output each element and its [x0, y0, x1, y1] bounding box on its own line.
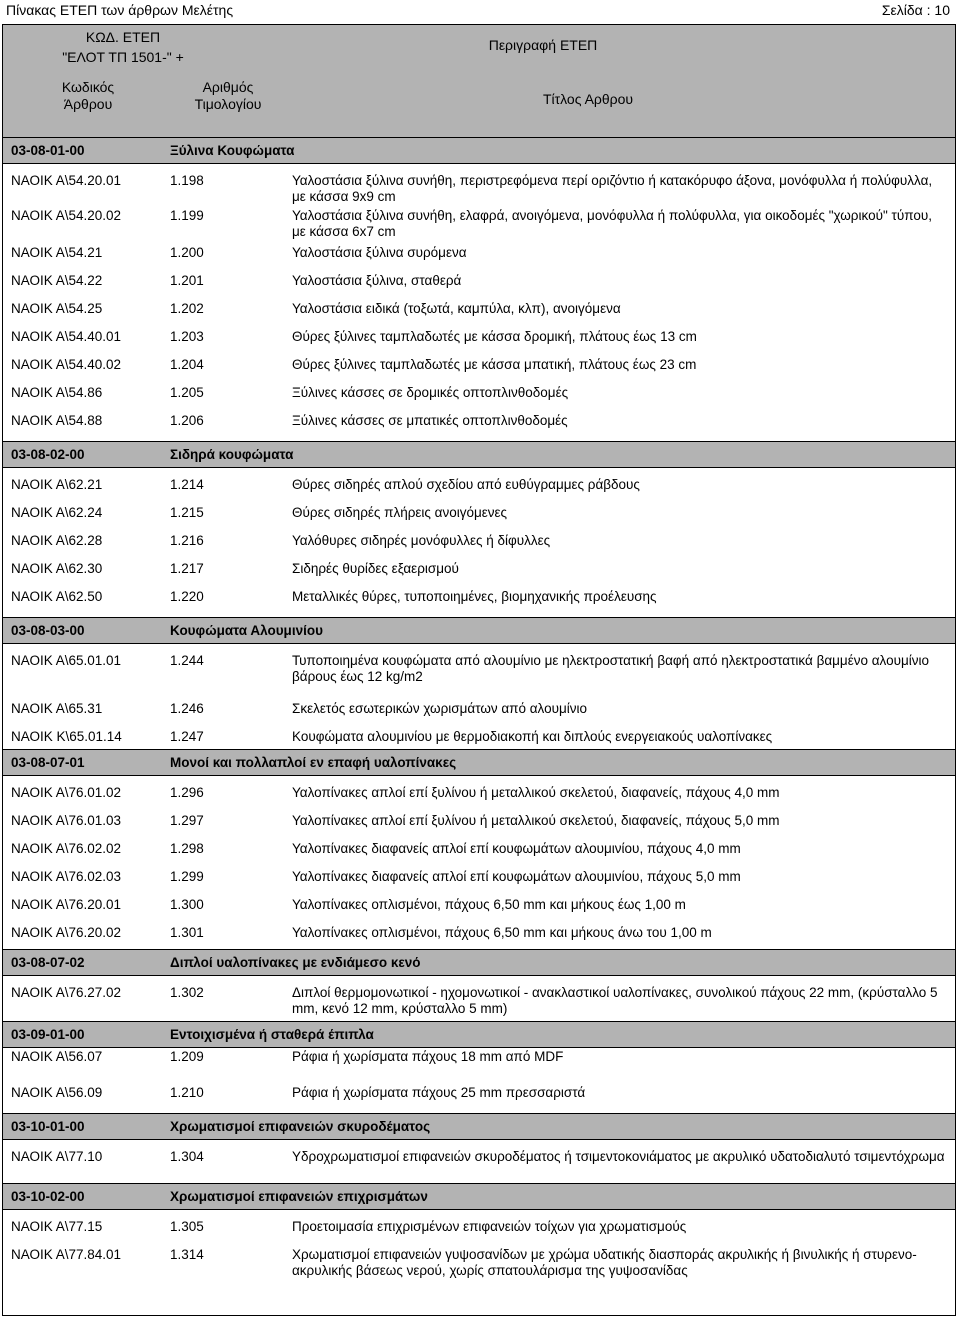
price-list-number: 1.210: [170, 1085, 204, 1100]
article-description: Σιδηρές θυρίδες εξαερισμού: [292, 561, 459, 576]
price-list-number: 1.314: [170, 1247, 204, 1262]
price-list-number: 1.198: [170, 173, 204, 188]
price-list-number: 1.299: [170, 869, 204, 884]
article-code: ΝΑΟΙΚ Α\56.07: [11, 1049, 103, 1064]
article-description: Υαλοπίνακες οπλισμένοι, πάχους 6,50 mm και μήκους άνω του 1,00 m: [292, 925, 712, 940]
price-list-number: 1.204: [170, 357, 204, 372]
section-title: Εντοιχισμένα ή σταθερά έπιπλα: [170, 1027, 374, 1042]
article-code: ΝΑΟΙΚ Α\76.27.02: [11, 985, 122, 1000]
article-code: ΝΑΟΙΚ Α\62.24: [11, 505, 103, 520]
section-title: Διπλοί υαλοπίνακες με ενδιάμεσο κενό: [170, 955, 421, 970]
page-number: Σελίδα : 10: [881, 2, 950, 18]
section-row: [3, 1183, 955, 1210]
article-description: Ξύλινες κάσσες σε δρομικές οπτοπλινθοδομές: [292, 385, 569, 400]
article-description: Τυποποιημένα κουφώματα από αλουμίνιο με ηλεκτροστατική βαφή από ηλεκτροστατικά βαμμένο αλουμίνιο βάρους έως 12 kg/m2: [292, 653, 930, 684]
article-description: Υαλόθυρες σιδηρές μονόφυλλες ή δίφυλλες: [292, 533, 551, 548]
article-description: Υαλοστάσια ξύλινα συνήθη, ελαφρά, ανοιγόμενα, μονόφυλλα ή πολύφυλλα, για οικοδομές "χωρικού" τύπου, με κάσσα 6x7 cm: [292, 208, 932, 239]
article-description: Ξύλινες κάσσες σε μπατικές οπτοπλινθοδομές: [292, 413, 568, 428]
price-list-number: 1.206: [170, 413, 204, 428]
article-code: ΝΑΟΙΚ Α\54.20.02: [11, 208, 122, 223]
article-description: Υδροχρωματισμοί επιφανειών σκυροδέματος ή τσιμεντοκονιάματος με ακρυλικό υδατοδιαλυτό τσιμεντόχρωμα: [292, 1149, 945, 1164]
section-code: 03-08-07-01: [11, 755, 85, 770]
price-list-number: 1.202: [170, 301, 204, 316]
article-description: Υαλοπίνακες απλοί επί ξυλίνου ή μεταλλικού σκελετού, διαφανείς, πάχους 4,0 mm: [292, 785, 780, 800]
page-top-bar: [0, 0, 960, 22]
section-row: [3, 441, 955, 468]
article-description: Υαλοπίνακες διαφανείς απλοί επί κουφωμάτων αλουμινίου, πάχους 5,0 mm: [292, 869, 741, 884]
table-header: [3, 25, 955, 138]
section-title: Χρωματισμοί επιφανειών σκυροδέματος: [170, 1119, 431, 1134]
article-code: ΝΑΟΙΚ Α\76.20.01: [11, 897, 122, 912]
header-perigrafi: Περιγραφή ΕΤΕΠ: [488, 37, 598, 53]
price-list-number: 1.214: [170, 477, 204, 492]
price-list-number: 1.296: [170, 785, 204, 800]
article-code: ΝΑΟΙΚ Α\54.88: [11, 413, 103, 428]
article-description: Προετοιμασία επιχρισμένων επιφανειών τοίχων για χρωματισμούς: [292, 1219, 687, 1234]
article-code: ΝΑΟΙΚ Α\76.01.03: [11, 813, 122, 828]
article-description: Ράφια ή χωρίσματα πάχους 25 mm πρεσσαριστά: [292, 1085, 586, 1100]
article-code: ΝΑΟΙΚ Α\76.20.02: [11, 925, 122, 940]
price-list-number: 1.298: [170, 841, 204, 856]
article-description: Θύρες ξύλινες ταμπλαδωτές με κάσσα μπατική, πλάτους έως 23 cm: [292, 357, 697, 372]
article-code: ΝΑΟΙΚ Α\76.02.03: [11, 869, 122, 884]
section-title: Ξύλινα Κουφώματα: [170, 143, 295, 158]
price-list-number: 1.203: [170, 329, 204, 344]
section-row: [3, 1021, 955, 1048]
price-list-number: 1.297: [170, 813, 204, 828]
article-code: ΝΑΟΙΚ Α\62.30: [11, 561, 103, 576]
article-code: ΝΑΟΙΚ Α\54.25: [11, 301, 103, 316]
section-code: 03-08-01-00: [11, 143, 85, 158]
article-description: Ράφια ή χωρίσματα πάχους 18 mm από MDF: [292, 1049, 564, 1064]
article-code: ΝΑΟΙΚ Α\54.20.01: [11, 173, 122, 188]
article-description: Χρωματισμοί επιφανειών γυψοσανίδων με χρώμα υδατικής διασποράς ακρυλικής ή βινυλικής ή στυρενο-ακρυλικής βάσεως νερού, χωρίς σπατουλάρισμα της γυψοσανίδας: [292, 1247, 917, 1278]
article-code: ΝΑΟΙΚ Α\77.15: [11, 1219, 103, 1234]
article-code: ΝΑΟΙΚ Κ\65.01.14: [11, 729, 122, 744]
article-code: ΝΑΟΙΚ Α\54.86: [11, 385, 103, 400]
article-description: Υαλοστάσια ξύλινα συνήθη, περιστρεφόμενα περί οριζόντιο ή κατακόρυφο άξονα, μονόφυλλα ή πολύφυλλα, με κάσσα 9x9 cm: [292, 173, 933, 204]
price-list-number: 1.302: [170, 985, 204, 1000]
section-row: [3, 1113, 955, 1140]
header-arthrou: Άρθρου: [63, 96, 113, 112]
price-list-number: 1.205: [170, 385, 204, 400]
header-titlos: Τίτλος Αρθρου: [542, 91, 634, 107]
section-code: 03-10-02-00: [11, 1189, 85, 1204]
header-elot: "ΕΛΟΤ ΤΠ 1501-" +: [62, 49, 184, 65]
section-title: Κουφώματα Αλουμινίου: [170, 623, 323, 638]
article-description: Διπλοί θερμομονωτικοί - ηχομονωτικοί - ανακλαστικοί υαλοπίνακες, συνολικού πάχους 22 mm, (κρύσταλλο 5 mm, κενό 12 mm, κρύσταλλο 5 mm): [292, 985, 938, 1016]
page-title: Πίνακας ΕΤΕΠ των άρθρων Μελέτης: [6, 2, 234, 18]
article-description: Θύρες σιδηρές πλήρεις ανοιγόμενες: [292, 505, 508, 520]
article-code: ΝΑΟΙΚ Α\65.31: [11, 701, 103, 716]
price-list-number: 1.244: [170, 653, 204, 668]
header-kod-etep: ΚΩΔ. ΕΤΕΠ: [85, 29, 161, 45]
article-description: Θύρες σιδηρές απλού σχεδίου από ευθύγραμμες ράβδους: [292, 477, 640, 492]
article-code: ΝΑΟΙΚ Α\76.01.02: [11, 785, 122, 800]
article-code: ΝΑΟΙΚ Α\54.40.01: [11, 329, 122, 344]
header-arithmos: Αριθμός: [202, 79, 254, 95]
price-list-number: 1.215: [170, 505, 204, 520]
article-description: Θύρες ξύλινες ταμπλαδωτές με κάσσα δρομική, πλάτους έως 13 cm: [292, 329, 697, 344]
price-list-number: 1.216: [170, 533, 204, 548]
section-title: Μονοί και πολλαπλοί εν επαφή υαλοπίνακες: [170, 755, 457, 770]
article-description: Υαλοστάσια ειδικά (τοξωτά, καμπύλα, κλπ), ανοιγόμενα: [292, 301, 621, 316]
price-list-number: 1.247: [170, 729, 204, 744]
article-code: ΝΑΟΙΚ Α\77.84.01: [11, 1247, 122, 1262]
article-code: ΝΑΟΙΚ Α\54.21: [11, 245, 103, 260]
price-list-number: 1.201: [170, 273, 204, 288]
price-list-number: 1.300: [170, 897, 204, 912]
article-code: ΝΑΟΙΚ Α\62.28: [11, 533, 103, 548]
price-list-number: 1.217: [170, 561, 204, 576]
section-row: [3, 949, 955, 976]
section-code: 03-09-01-00: [11, 1027, 85, 1042]
article-description: Υαλοστάσια ξύλινα συρόμενα: [292, 245, 467, 260]
article-description: Σκελετός εσωτερικών χωρισμάτων από αλουμίνιο: [292, 701, 588, 716]
article-description: Υαλοπίνακες απλοί επί ξυλίνου ή μεταλλικού σκελετού, διαφανείς, πάχους 5,0 mm: [292, 813, 780, 828]
article-code: ΝΑΟΙΚ Α\77.10: [11, 1149, 103, 1164]
price-list-number: 1.220: [170, 589, 204, 604]
article-description: Κουφώματα αλουμινίου με θερμοδιακοπή και διπλούς ενεργειακούς υαλοπίνακες: [292, 729, 773, 744]
article-code: ΝΑΟΙΚ Α\54.40.02: [11, 357, 122, 372]
article-code: ΝΑΟΙΚ Α\76.02.02: [11, 841, 122, 856]
section-code: 03-08-03-00: [11, 623, 85, 638]
etep-table: [2, 24, 956, 1316]
price-list-number: 1.305: [170, 1219, 204, 1234]
article-code: ΝΑΟΙΚ Α\62.50: [11, 589, 103, 604]
section-row: [3, 617, 955, 644]
article-description: Υαλοστάσια ξύλινα, σταθερά: [292, 273, 462, 288]
article-code: ΝΑΟΙΚ Α\62.21: [11, 477, 103, 492]
section-title: Σιδηρά κουφώματα: [170, 447, 294, 462]
section-title: Χρωματισμοί επιφανειών επιχρισμάτων: [170, 1189, 428, 1204]
section-code: 03-08-07-02: [11, 955, 85, 970]
article-description: Μεταλλικές θύρες, τυποποιημένες, βιομηχανικής προέλευσης: [292, 589, 657, 604]
article-description: Υαλοπίνακες οπλισμένοι, πάχους 6,50 mm και μήκους έως 1,00 m: [292, 897, 686, 912]
article-code: ΝΑΟΙΚ Α\54.22: [11, 273, 103, 288]
section-code: 03-08-02-00: [11, 447, 85, 462]
section-row: [3, 749, 955, 776]
article-code: ΝΑΟΙΚ Α\65.01.01: [11, 653, 122, 668]
price-list-number: 1.200: [170, 245, 204, 260]
price-list-number: 1.304: [170, 1149, 204, 1164]
price-list-number: 1.246: [170, 701, 204, 716]
price-list-number: 1.199: [170, 208, 204, 223]
price-list-number: 1.209: [170, 1049, 204, 1064]
section-code: 03-10-01-00: [11, 1119, 85, 1134]
article-code: ΝΑΟΙΚ Α\56.09: [11, 1085, 103, 1100]
article-description: Υαλοπίνακες διαφανείς απλοί επί κουφωμάτων αλουμινίου, πάχους 4,0 mm: [292, 841, 741, 856]
price-list-number: 1.301: [170, 925, 204, 940]
header-kodikos: Κωδικός: [61, 79, 115, 95]
section-row: [3, 137, 955, 164]
header-timologiou: Τιμολογίου: [194, 96, 262, 112]
